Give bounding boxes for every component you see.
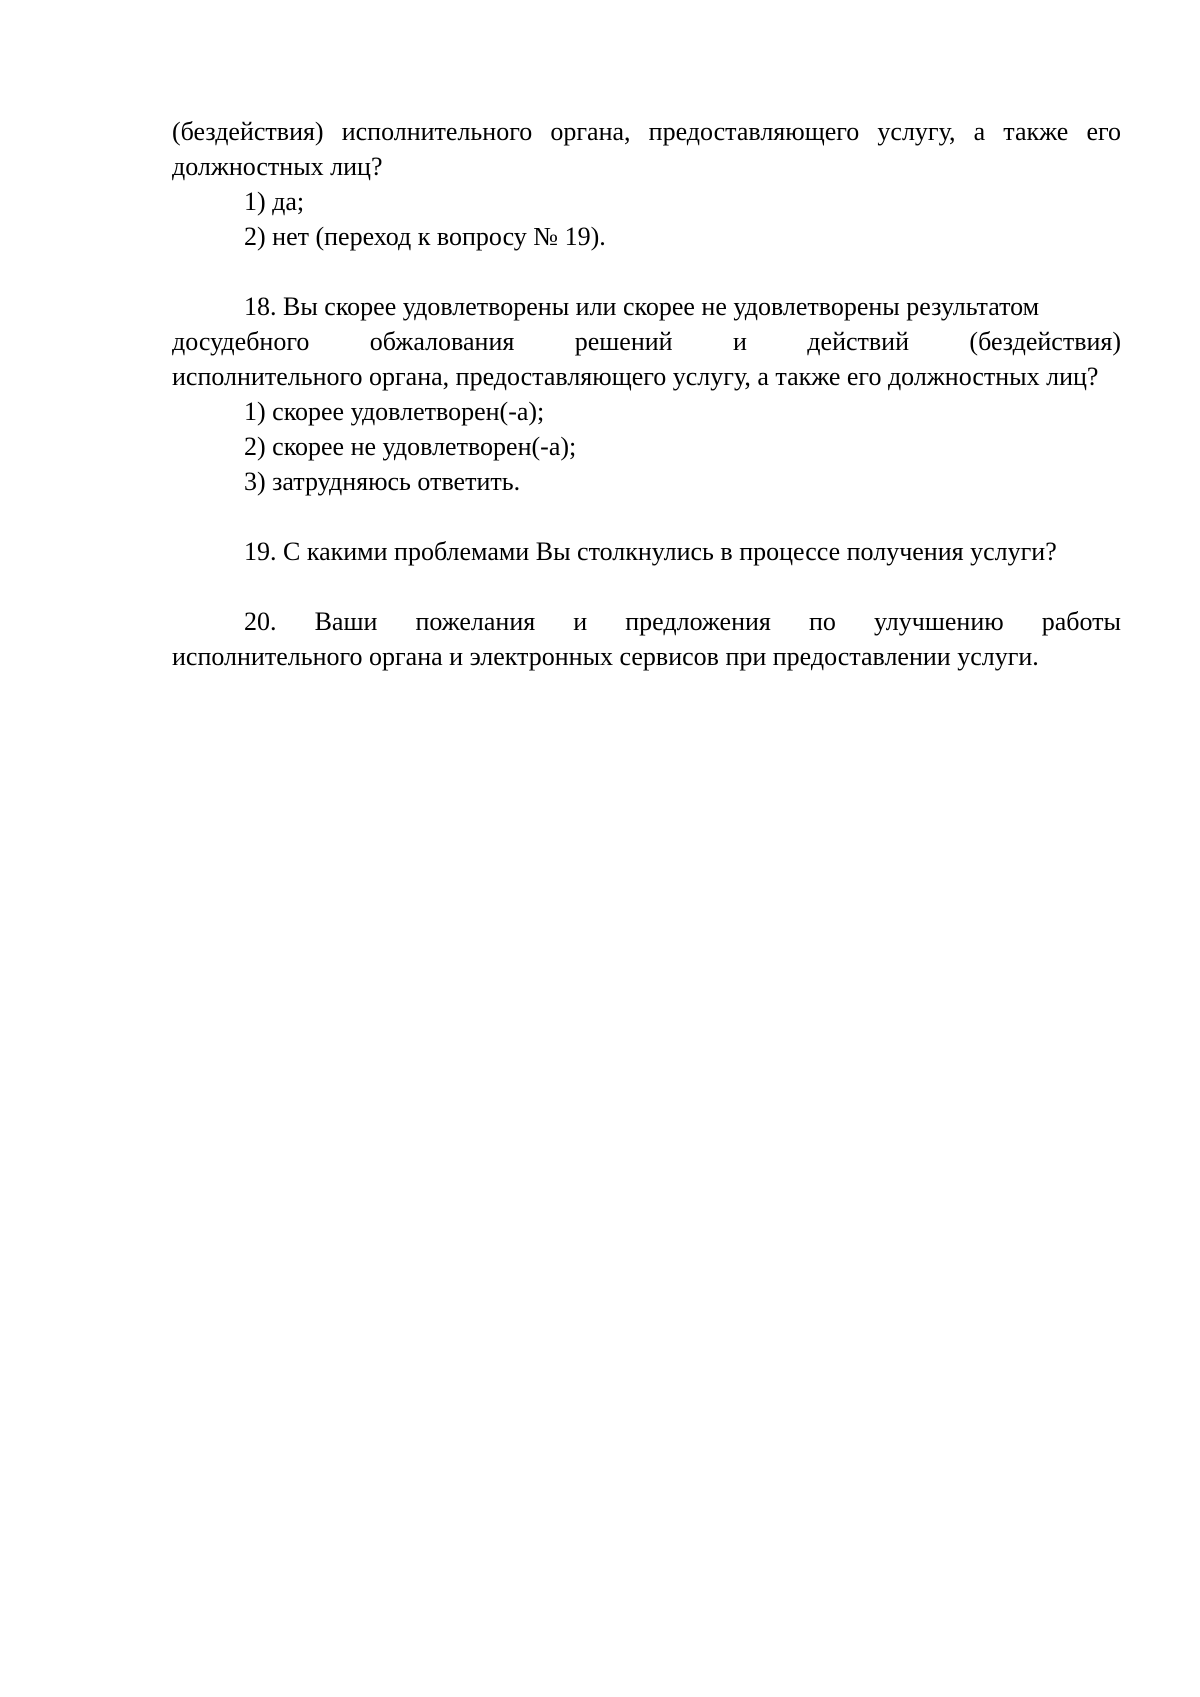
question-20-line-2: исполнительного органа и электронных сервисов при предоставлении услуги.: [172, 642, 1039, 671]
question-18-line-1: 18. Вы скорее удовлетворены или скорее не удовлетворены результатом: [244, 292, 1040, 321]
question-17-option-1: 1) да;: [244, 187, 305, 216]
question-18-line-2: досудебного обжалования решений и действий (бездействия): [172, 327, 1121, 356]
question-19: [172, 534, 1121, 569]
question-20-line-1: 20. Ваши пожелания и предложения по улучшению работы: [244, 607, 1121, 636]
question-19-text: 19. С какими проблемами Вы столкнулись в процессе получения услуги?: [244, 537, 1057, 566]
question-17-continuation: (бездействия) исполнительного органа, предоставляющего услугу, а также его должностных лиц?: [172, 117, 1121, 181]
question-17-option-2: 2) нет (переход к вопросу № 19).: [244, 222, 606, 251]
question-18-option-1: 1) скорее удовлетворен(-а);: [244, 397, 545, 426]
question-18-option-2: 2) скорее не удовлетворен(-а);: [244, 432, 577, 461]
question-20: [172, 604, 1121, 674]
question-18-line-3: исполнительного органа, предоставляющего услугу, а также его должностных лиц?: [172, 362, 1099, 391]
question-18-option-3: 3) затрудняюсь ответить.: [244, 467, 521, 496]
document-body: [172, 114, 1121, 674]
question-18: [172, 289, 1121, 499]
